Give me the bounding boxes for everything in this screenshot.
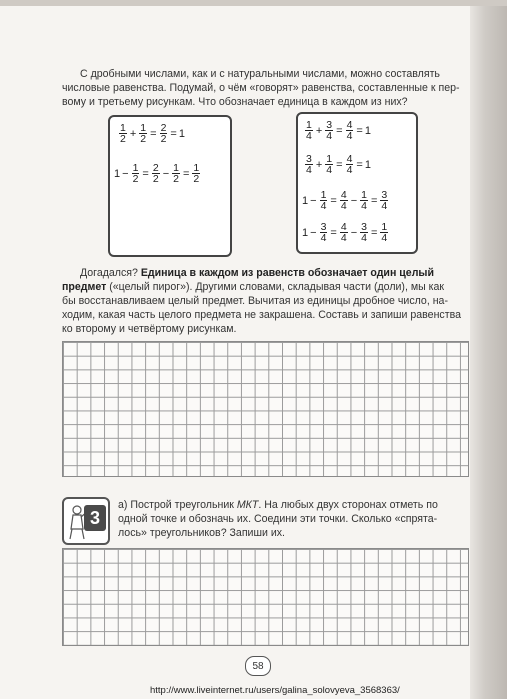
source-url: http://www.liveinternet.ru/users/galina_solovyeva_3568363/ bbox=[150, 685, 400, 696]
equation-halves-sum: $\frac{1}{2}$ + $\frac{1}{2}$ = $\frac{2}{2}$ = 1 bbox=[120, 122, 185, 145]
explain-line-5: ко второму и четвёртому рисункам. bbox=[62, 323, 237, 335]
explain-line-1: Догадался? Единица в каждом из равенств обозначает один целый bbox=[80, 267, 434, 279]
equation-quarters-sum-1: $\frac{1}{4}$ + $\frac{3}{4}$ = $\frac{4}{4}$ = 1 bbox=[306, 119, 371, 142]
task-number: 3 bbox=[84, 505, 106, 531]
page-number: 58 bbox=[245, 656, 271, 676]
task-line-1: а) Построй треугольник МКТ. На любых двух сторонах отметь по bbox=[118, 499, 438, 511]
task-line-2: одной точке и обозначь их. Соедини эти точки. Сколько «спрята- bbox=[118, 513, 438, 525]
equation-quarters-sum-2: $\frac{3}{4}$ + $\frac{1}{4}$ = $\frac{4}{4}$ = 1 bbox=[306, 153, 371, 176]
task-line-3: лось» треугольников? Запиши их. bbox=[118, 527, 285, 539]
equation-quarters-diff-2: 1 − $\frac{3}{4}$ = $\frac{4}{4}$ − $\frac{3}{4}$ = $\frac{1}{4}$ bbox=[302, 221, 388, 244]
equation-halves-diff: 1 − $\frac{1}{2}$ = $\frac{2}{2}$ − $\frac{1}{2}$ = $\frac{1}{2}$ bbox=[114, 162, 200, 185]
equation-box-quarters bbox=[296, 112, 418, 254]
triangle-name: МКТ bbox=[236, 499, 259, 511]
explain-line-3: бы восстанавливаем целый предмет. Вычитая из единицы дробное число, на- bbox=[62, 295, 448, 307]
intro-line-1: С дробными числами, как и с натуральными числами, можно составлять bbox=[80, 68, 440, 80]
top-edge bbox=[0, 0, 507, 6]
equation-quarters-diff-1: 1 − $\frac{1}{4}$ = $\frac{4}{4}$ − $\frac{1}{4}$ = $\frac{3}{4}$ bbox=[302, 189, 388, 212]
answer-grid-2[interactable] bbox=[62, 548, 469, 646]
book-binding bbox=[470, 0, 507, 699]
explain-line-4: ходим, какая часть целого предмета не закрашена. Составь и запиши равенства bbox=[62, 309, 461, 321]
equation-box-halves bbox=[108, 115, 232, 257]
intro-line-2: числовые равенства. Подумай, о чём «говорят» равенства, составленные к пер- bbox=[62, 82, 460, 94]
answer-grid-1[interactable] bbox=[62, 341, 469, 477]
explain-line-2: предмет («целый пирог»). Другими словами, складывая части (доли), мы как bbox=[62, 281, 445, 293]
intro-line-3: вому и третьему рисункам. Что обозначает единица в каждом из них? bbox=[62, 96, 408, 108]
